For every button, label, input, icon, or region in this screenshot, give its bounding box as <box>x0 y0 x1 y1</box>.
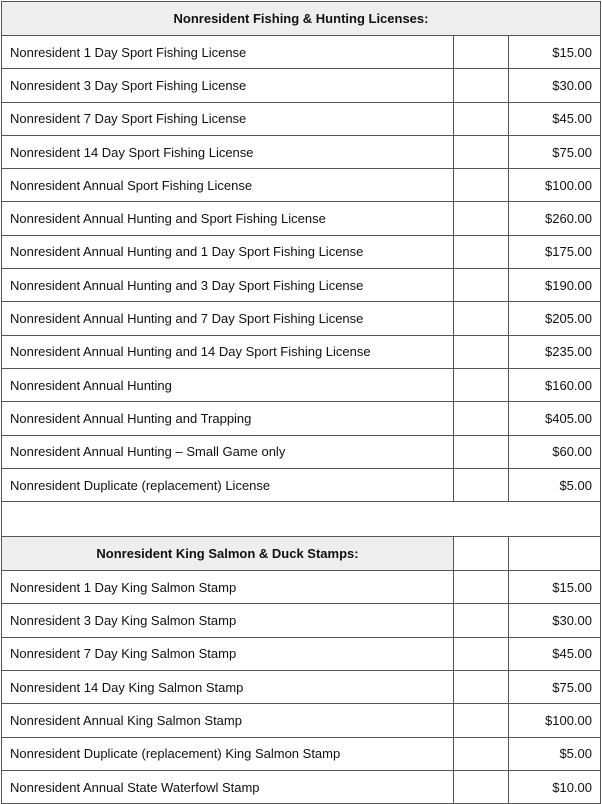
blank-cell <box>454 604 509 637</box>
table-row <box>2 737 601 770</box>
table-row <box>2 468 601 501</box>
license-name: Nonresident Annual Hunting – Small Game only <box>2 435 454 468</box>
blank-cell <box>454 704 509 737</box>
license-name: Nonresident Annual Hunting and Trapping <box>2 402 454 435</box>
blank-cell <box>454 135 509 168</box>
table-row <box>2 235 601 268</box>
license-price: $235.00 <box>509 335 601 368</box>
license-name: Nonresident Annual Hunting and 3 Day Sport Fishing License <box>2 269 454 302</box>
section-spacer <box>2 502 601 537</box>
table-row <box>2 402 601 435</box>
license-name: Nonresident 14 Day King Salmon Stamp <box>2 671 454 704</box>
license-name: Nonresident 7 Day Sport Fishing License <box>2 102 454 135</box>
section-title: Nonresident King Salmon & Duck Stamps: <box>2 537 454 571</box>
blank-cell <box>454 537 509 571</box>
license-price: $190.00 <box>509 269 601 302</box>
license-price: $175.00 <box>509 235 601 268</box>
table-row <box>2 135 601 168</box>
table-row <box>2 302 601 335</box>
blank-cell <box>454 69 509 102</box>
blank-cell <box>454 269 509 302</box>
blank-cell <box>454 36 509 69</box>
table-row <box>2 671 601 704</box>
table-row <box>2 36 601 69</box>
license-price: $15.00 <box>509 36 601 69</box>
license-name: Nonresident Annual Hunting and 1 Day Sport Fishing License <box>2 235 454 268</box>
section-header-salmon-duck <box>2 537 601 571</box>
blank-cell <box>454 102 509 135</box>
table-row <box>2 169 601 202</box>
license-price: $30.00 <box>509 604 601 637</box>
table-row <box>2 704 601 737</box>
license-price: $15.00 <box>509 571 601 604</box>
license-price: $75.00 <box>509 671 601 704</box>
license-name: Nonresident Duplicate (replacement) King Salmon Stamp <box>2 737 454 770</box>
license-price: $30.00 <box>509 69 601 102</box>
license-name: Nonresident Annual King Salmon Stamp <box>2 704 454 737</box>
license-name: Nonresident Duplicate (replacement) License <box>2 468 454 501</box>
license-name: Nonresident Annual Hunting and 14 Day Sport Fishing License <box>2 335 454 368</box>
license-price: $260.00 <box>509 202 601 235</box>
license-price: $60.00 <box>509 435 601 468</box>
license-price: $100.00 <box>509 704 601 737</box>
table-row <box>2 571 601 604</box>
table-row <box>2 604 601 637</box>
blank-cell <box>454 737 509 770</box>
license-price: $160.00 <box>509 368 601 401</box>
license-name: Nonresident Annual Sport Fishing License <box>2 169 454 202</box>
table-row <box>2 69 601 102</box>
table-row <box>2 269 601 302</box>
license-name: Nonresident 1 Day Sport Fishing License <box>2 36 454 69</box>
license-name: Nonresident 14 Day Sport Fishing License <box>2 135 454 168</box>
license-name: Nonresident 3 Day King Salmon Stamp <box>2 604 454 637</box>
blank-cell <box>454 637 509 670</box>
table-row <box>2 637 601 670</box>
blank-cell <box>454 335 509 368</box>
table-row <box>2 202 601 235</box>
blank-cell <box>454 169 509 202</box>
license-price-table <box>1 1 601 804</box>
license-price: $45.00 <box>509 637 601 670</box>
table-row <box>2 770 601 803</box>
license-price: $100.00 <box>509 169 601 202</box>
section-header-fishing-hunting <box>2 2 601 36</box>
blank-cell <box>509 537 601 571</box>
license-price: $75.00 <box>509 135 601 168</box>
blank-cell <box>454 402 509 435</box>
license-name: Nonresident 3 Day Sport Fishing License <box>2 69 454 102</box>
blank-cell <box>454 235 509 268</box>
license-price: $5.00 <box>509 737 601 770</box>
blank-cell <box>454 435 509 468</box>
blank-cell <box>454 202 509 235</box>
blank-cell <box>454 770 509 803</box>
license-price: $205.00 <box>509 302 601 335</box>
section-title: Nonresident Fishing & Hunting Licenses: <box>2 2 601 36</box>
table-row <box>2 335 601 368</box>
blank-cell <box>454 468 509 501</box>
license-name: Nonresident Annual Hunting and 7 Day Sport Fishing License <box>2 302 454 335</box>
license-price: $5.00 <box>509 468 601 501</box>
license-price: $45.00 <box>509 102 601 135</box>
license-name: Nonresident Annual State Waterfowl Stamp <box>2 770 454 803</box>
license-name: Nonresident Annual Hunting <box>2 368 454 401</box>
license-price: $405.00 <box>509 402 601 435</box>
license-price: $10.00 <box>509 770 601 803</box>
blank-cell <box>454 671 509 704</box>
blank-cell <box>454 302 509 335</box>
license-name: Nonresident 1 Day King Salmon Stamp <box>2 571 454 604</box>
table-row <box>2 368 601 401</box>
license-name: Nonresident Annual Hunting and Sport Fishing License <box>2 202 454 235</box>
blank-cell <box>454 571 509 604</box>
blank-cell <box>454 368 509 401</box>
license-name: Nonresident 7 Day King Salmon Stamp <box>2 637 454 670</box>
spacer-cell <box>2 502 601 537</box>
table-row <box>2 435 601 468</box>
table-row <box>2 102 601 135</box>
